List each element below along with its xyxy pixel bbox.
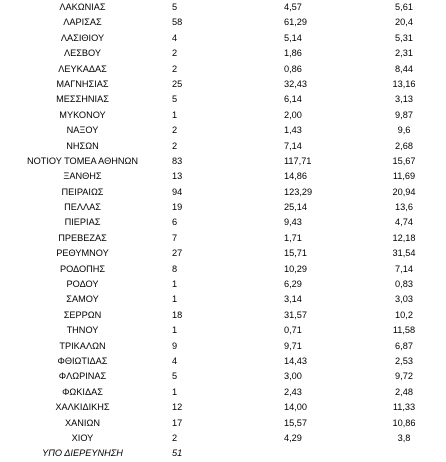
value-1-cell: 7,14 [284, 140, 302, 151]
table-row [0, 292, 446, 307]
cases-cell: 25 [172, 78, 183, 89]
value-2-cell: 9,6 [397, 125, 411, 136]
region-name-cell: ΡΟΔΟΠΗΣ [59, 263, 106, 274]
cases-cell: 7 [172, 232, 178, 243]
cases-cell: 19 [172, 202, 183, 213]
cases-cell: 2 [172, 432, 178, 443]
region-name-cell: ΛΕΥΚΑΔΑΣ [58, 63, 107, 74]
table-row [0, 231, 446, 246]
value-2-cell: 2,53 [395, 355, 413, 366]
table-row [0, 354, 446, 369]
value-2-cell: 11,33 [392, 402, 416, 413]
cases-cell: 18 [172, 309, 183, 320]
table-row [0, 154, 446, 169]
value-2-cell: 15,67 [392, 155, 416, 166]
region-name-cell: ΛΑΚΩΝΙΑΣ [59, 2, 106, 12]
value-2-cell: 11,69 [392, 171, 416, 182]
region-name-cell: ΥΠΟ ΔΙΕΡΕΥΝΗΣΗ [42, 448, 123, 459]
table-row [0, 416, 446, 431]
cases-cell: 5 [172, 94, 178, 105]
value-1-cell: 3,00 [284, 371, 302, 382]
value-1-cell: 2,43 [284, 386, 302, 397]
region-name-cell: ΤΡΙΚΑΛΩΝ [59, 340, 106, 351]
value-1-cell: 10,29 [284, 263, 307, 274]
value-2-cell: 10,2 [395, 309, 413, 320]
cases-cell: 51 [172, 448, 183, 459]
value-2-cell: 2,31 [395, 48, 413, 59]
region-name-cell: ΝΑΞΟΥ [66, 125, 99, 136]
region-name-cell: ΡΕΘΥΜΝΟΥ [56, 248, 109, 259]
table-row [0, 246, 446, 261]
value-2-cell: 2,48 [395, 386, 413, 397]
value-1-cell: 15,71 [284, 248, 307, 259]
value-2-cell: 13,16 [392, 78, 416, 89]
value-2-cell: 0,83 [395, 279, 413, 290]
table-row [0, 92, 446, 107]
value-2-cell: 31,54 [392, 248, 416, 259]
table-row [0, 62, 446, 77]
value-2-cell: 7,14 [395, 263, 413, 274]
value-1-cell: 2,00 [284, 109, 302, 120]
value-1-cell: 31,57 [284, 309, 307, 320]
region-name-cell: ΦΛΩΡΙΝΑΣ [58, 371, 107, 382]
cases-cell: 1 [172, 325, 178, 336]
value-1-cell: 5,14 [284, 32, 302, 43]
table-row [0, 139, 446, 154]
cases-cell: 2 [172, 125, 178, 136]
table-row [0, 339, 446, 354]
region-name-cell: ΛΕΣΒΟΥ [63, 48, 102, 59]
table-row [0, 15, 446, 30]
cases-cell: 58 [172, 17, 183, 28]
value-2-cell: 8,44 [395, 63, 413, 74]
region-name-cell: ΛΑΣΙΘΙΟΥ [60, 32, 105, 43]
value-2-cell: 10,86 [392, 417, 416, 428]
cases-cell: 13 [172, 171, 183, 182]
cases-cell: 4 [172, 32, 178, 43]
value-1-cell: 0,71 [284, 325, 302, 336]
table-row [0, 323, 446, 338]
cases-cell: 17 [172, 417, 183, 428]
value-2-cell: 5,31 [395, 32, 413, 43]
value-2-cell: 13,6 [395, 202, 413, 213]
region-name-cell: ΜΕΣΣΗΝΙΑΣ [56, 94, 109, 105]
table-row [0, 277, 446, 292]
region-name-cell: ΛΑΡΙΣΑΣ [63, 17, 102, 28]
table-row [0, 385, 446, 400]
value-1-cell: 9,43 [284, 217, 302, 228]
table-row [0, 446, 446, 461]
value-2-cell: 11,58 [392, 325, 416, 336]
value-1-cell: 0,86 [284, 63, 302, 74]
value-1-cell: 61,29 [284, 17, 307, 28]
value-1-cell: 123,29 [284, 186, 313, 197]
value-2-cell: 20,4 [395, 17, 413, 28]
region-name-cell: ΝΗΣΩΝ [66, 140, 99, 151]
value-1-cell: 15,57 [284, 417, 307, 428]
value-1-cell: 1,43 [284, 125, 302, 136]
value-1-cell: 14,86 [284, 171, 307, 182]
cases-cell: 8 [172, 263, 178, 274]
region-name-cell: ΧΑΛΚΙΔΙΚΗΣ [55, 402, 110, 413]
value-1-cell: 14,43 [284, 355, 307, 366]
table-row [0, 108, 446, 123]
table-row [0, 46, 446, 61]
cases-cell: 2 [172, 48, 178, 59]
value-1-cell: 32,43 [284, 78, 307, 89]
region-name-cell: ΠΕΙΡΑΙΩΣ [61, 186, 104, 197]
region-name-cell: ΜΑΓΝΗΣΙΑΣ [56, 78, 109, 89]
region-name-cell: ΦΩΚΙΔΑΣ [62, 386, 103, 397]
cases-cell: 5 [172, 2, 178, 12]
value-1-cell: 117,71 [284, 155, 312, 166]
table-row [0, 169, 446, 184]
value-2-cell: 3,13 [395, 94, 413, 105]
value-2-cell: 6,87 [395, 340, 413, 351]
cases-cell: 1 [172, 279, 178, 290]
value-2-cell: 3,03 [395, 294, 413, 305]
value-1-cell: 6,29 [284, 279, 302, 290]
region-name-cell: ΦΘΙΩΤΙΔΑΣ [57, 355, 108, 366]
value-2-cell: 20,94 [392, 186, 416, 197]
cases-cell: 1 [172, 294, 178, 305]
value-1-cell: 25,14 [284, 202, 307, 213]
table-row [0, 200, 446, 215]
region-name-cell: ΣΑΜΟΥ [66, 294, 99, 305]
cases-cell: 1 [172, 386, 178, 397]
table-row [0, 308, 446, 323]
value-1-cell: 1,71 [284, 232, 302, 243]
value-1-cell: 4,29 [284, 432, 302, 443]
cases-cell: 27 [172, 248, 183, 259]
table-row [0, 369, 446, 384]
value-2-cell: 3,8 [397, 432, 411, 443]
region-name-cell: ΡΟΔΟΥ [66, 279, 99, 290]
table-row [0, 431, 446, 446]
region-name-cell: ΣΕΡΡΩΝ [63, 309, 102, 320]
table-row [0, 400, 446, 415]
table-row [0, 262, 446, 277]
cases-cell: 9 [172, 340, 178, 351]
cases-cell: 5 [172, 371, 178, 382]
cases-cell: 6 [172, 217, 178, 228]
table-row [0, 123, 446, 138]
table-row [0, 0, 446, 15]
cases-cell: 83 [172, 155, 183, 166]
cases-cell: 4 [172, 355, 178, 366]
value-1-cell: 9,71 [284, 340, 302, 351]
value-1-cell: 1,86 [284, 48, 302, 59]
value-2-cell: 9,87 [395, 109, 413, 120]
value-2-cell: 12,18 [392, 232, 416, 243]
region-name-cell: ΞΑΝΘΗΣ [63, 171, 102, 182]
value-2-cell: 2,68 [395, 140, 413, 151]
table-row [0, 185, 446, 200]
region-name-cell: ΠΙΕΡΙΑΣ [64, 217, 101, 228]
cases-cell: 1 [172, 109, 178, 120]
region-name-cell: ΠΕΛΛΑΣ [64, 202, 101, 213]
region-name-cell: ΤΗΝΟΥ [66, 325, 99, 336]
value-1-cell: 4,57 [284, 2, 302, 12]
value-1-cell: 6,14 [284, 94, 302, 105]
value-1-cell: 3,14 [284, 294, 302, 305]
table-row [0, 31, 446, 46]
region-name-cell: ΜΥΚΟΝΟΥ [59, 109, 106, 120]
table-row [0, 215, 446, 230]
cases-cell: 2 [172, 140, 178, 151]
region-name-cell: ΝΟΤΙΟΥ ΤΟΜΕΑ ΑΘΗΝΩΝ [26, 155, 139, 166]
cases-cell: 94 [172, 186, 183, 197]
cases-cell: 12 [172, 402, 183, 413]
region-name-cell: ΧΙΟΥ [71, 432, 94, 443]
value-2-cell: 4,74 [395, 217, 413, 228]
table-row [0, 77, 446, 92]
region-name-cell: ΠΡΕΒΕΖΑΣ [58, 232, 107, 243]
value-2-cell: 5,61 [395, 2, 413, 12]
value-2-cell: 9,72 [395, 371, 413, 382]
value-1-cell: 14,00 [284, 402, 307, 413]
region-name-cell: ΧΑΝΙΩΝ [65, 417, 100, 428]
cases-cell: 2 [172, 63, 178, 74]
